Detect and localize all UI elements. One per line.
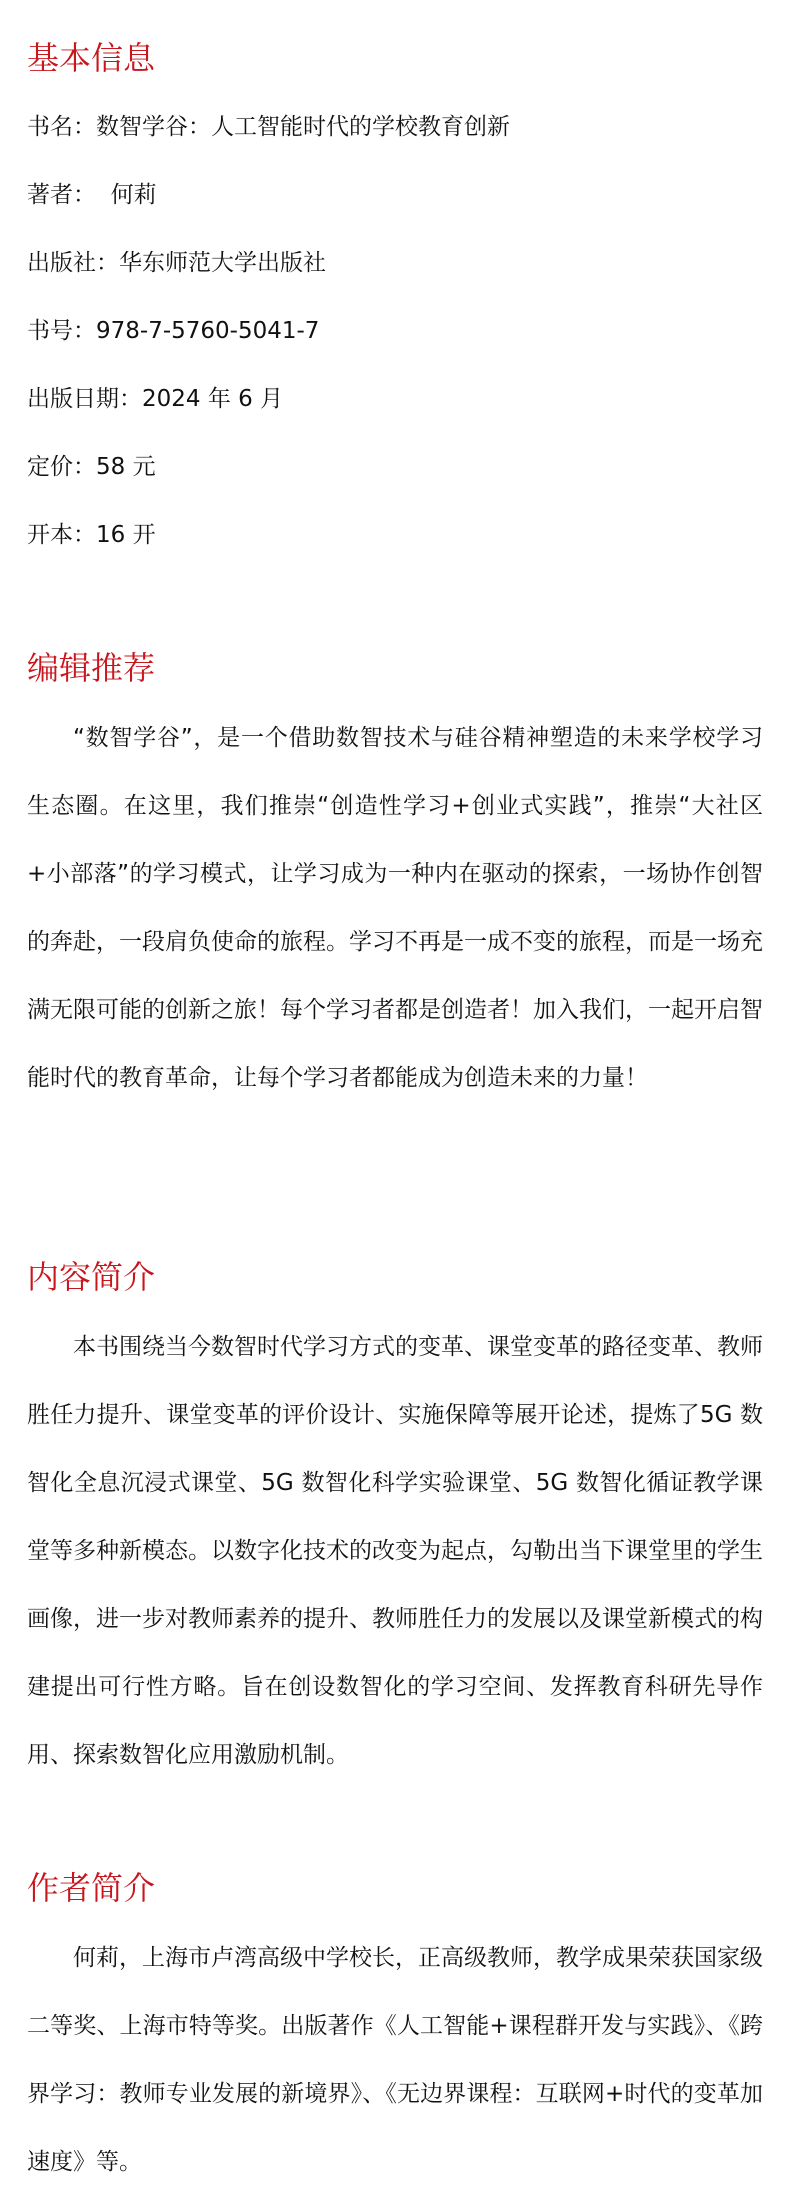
editor-recommendation-heading: 编辑推荐 <box>27 649 156 687</box>
book-title-line: 书名：数智学谷：人工智能时代的学校教育创新 <box>27 114 510 140</box>
basic-info-heading: 基本信息 <box>27 39 156 77</box>
author-intro-text: 何莉，上海市卢湾高级中学校长，正高级教师，教学成果荣获国家级二等奖、上海市特等奖。出版著作《人工智能+课程群开发与实践》、《跨界学习：教师专业发展的新境界》、《无边界课程：互联网+时代的变革加速度》等。 <box>27 1945 763 2175</box>
publish-date-line: 出版日期：2024 年 6 月 <box>27 386 284 412</box>
content-summary-heading: 内容简介 <box>27 1258 156 1296</box>
content-summary-text: 本书围绕当今数智时代学习方式的变革、课堂变革的路径变革、教师胜任力提升、课堂变革的评价设计、实施保障等展开论述，提炼了5G 数智化全息沉浸式课堂、5G 数智化科学实验课堂、5G 数智化循证教学课堂等多种新模态。以数字化技术的改变为起点，勾勒出当下课堂里的学生画像，进一步对教师素养的提升、教师胜任力的发展以及课堂新模式的构建提出可行性方略。旨在创设数智化的学习空间、发挥教育科研先导作用、探索数智化应用激励机制。 <box>27 1334 763 1768</box>
format-line: 开本：16 开 <box>27 522 156 548</box>
editor-recommendation-text: “数智学谷”，是一个借助数智技术与硅谷精神塑造的未来学校学习生态圈。在这里，我们推崇“创造性学习+创业式实践”，推崇“大社区+小部落”的学习模式，让学习成为一种内在驱动的探索，一场协作创智的奔赴，一段肩负使命的旅程。学习不再是一成不变的旅程，而是一场充满无限可能的创新之旅！每个学习者都是创造者！加入我们，一起开启智能时代的教育革命，让每个学习者都能成为创造未来的力量！ <box>27 725 763 1091</box>
publisher-line: 出版社：华东师范大学出版社 <box>27 250 326 276</box>
price-line: 定价：58 元 <box>27 454 156 480</box>
author-line: 著者： 何莉 <box>27 182 157 208</box>
author-intro-heading: 作者简介 <box>27 1869 156 1907</box>
isbn-line: 书号：978-7-5760-5041-7 <box>27 318 320 344</box>
basic-info-list <box>27 110 510 586</box>
